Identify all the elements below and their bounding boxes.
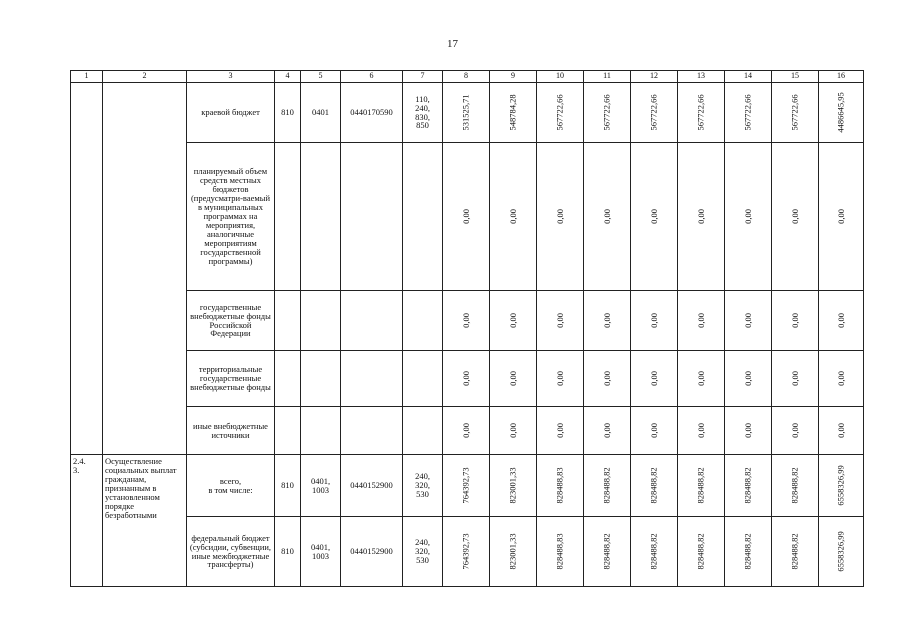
- value-cell-8-text: 0,00: [460, 313, 471, 328]
- vr-cell: 240, 320, 530: [403, 517, 443, 587]
- value-cell-14-text: 828488,82: [742, 533, 753, 570]
- value-cell-10-text: 0,00: [554, 371, 565, 386]
- value-cell-10: [537, 455, 584, 517]
- value-cell-9-text: 548784,28: [507, 94, 518, 131]
- value-cell-14-text: 0,00: [742, 423, 753, 438]
- grbs-cell: 810: [275, 83, 301, 143]
- value-cell-12: [631, 455, 678, 517]
- source-cell: иные внебюджетные источники: [187, 407, 275, 455]
- table-row: [71, 517, 864, 587]
- value-cell-10-text: 0,00: [554, 313, 565, 328]
- table-row: [71, 143, 864, 291]
- table-row: [71, 407, 864, 455]
- value-cell-12: [631, 351, 678, 407]
- vr-cell: [403, 143, 443, 291]
- value-cell-13-text: 567722,66: [695, 94, 706, 131]
- value-cell-10-text: 828488,83: [554, 533, 565, 570]
- value-cell-9: [490, 83, 537, 143]
- row-name-cell: Осуществление социальных выплат гражданам, признанным в установленном порядке безработными: [103, 455, 187, 587]
- value-cell-8-text: 531525,71: [460, 94, 471, 131]
- source-cell: краевой бюджет: [187, 83, 275, 143]
- value-cell-11: [584, 83, 631, 143]
- vr-cell: [403, 407, 443, 455]
- value-cell-15-text: 0,00: [789, 371, 800, 386]
- value-cell-15: [772, 517, 819, 587]
- value-cell-8: [443, 517, 490, 587]
- value-cell-8-text: 0,00: [460, 209, 471, 224]
- value-cell-16-text: 6558326,99: [835, 465, 846, 506]
- value-cell-9-text: 823001,33: [507, 467, 518, 504]
- header-cell-4: 4: [275, 71, 301, 83]
- value-cell-14-text: 0,00: [742, 209, 753, 224]
- value-cell-11: [584, 351, 631, 407]
- rzpr-cell: 0401, 1003: [301, 455, 341, 517]
- value-cell-9-text: 0,00: [507, 423, 518, 438]
- value-cell-9: [490, 291, 537, 351]
- value-cell-16: [819, 517, 864, 587]
- value-cell-16-text: 0,00: [835, 423, 846, 438]
- value-cell-11: [584, 407, 631, 455]
- source-cell: территориальные государственные внебюджетные фонды: [187, 351, 275, 407]
- value-cell-15: [772, 291, 819, 351]
- value-cell-12-text: 0,00: [648, 423, 659, 438]
- header-cell-11: 11: [584, 71, 631, 83]
- header-cell-3: 3: [187, 71, 275, 83]
- value-cell-9-text: 0,00: [507, 209, 518, 224]
- value-cell-13: [678, 351, 725, 407]
- value-cell-16: [819, 143, 864, 291]
- value-cell-8-text: 764392,73: [460, 533, 471, 570]
- value-cell-16: [819, 83, 864, 143]
- table-row: [71, 455, 864, 517]
- value-cell-10: [537, 291, 584, 351]
- value-cell-16-text: 0,00: [835, 313, 846, 328]
- value-cell-11-text: 567722,66: [601, 94, 612, 131]
- value-cell-15: [772, 143, 819, 291]
- vr-cell: [403, 291, 443, 351]
- value-cell-14: [725, 455, 772, 517]
- value-cell-9-text: 0,00: [507, 313, 518, 328]
- value-cell-15: [772, 407, 819, 455]
- value-cell-15: [772, 351, 819, 407]
- value-cell-12-text: 828488,82: [648, 467, 659, 504]
- header-cell-2: 2: [103, 71, 187, 83]
- value-cell-15: [772, 83, 819, 143]
- value-cell-15-text: 0,00: [789, 313, 800, 328]
- value-cell-16: [819, 351, 864, 407]
- value-cell-12: [631, 83, 678, 143]
- value-cell-10-text: 0,00: [554, 423, 565, 438]
- table-row: [71, 291, 864, 351]
- value-cell-13-text: 0,00: [695, 423, 706, 438]
- value-cell-11-text: 828488,82: [601, 467, 612, 504]
- csr-cell: [341, 407, 403, 455]
- header-cell-1: 1: [71, 71, 103, 83]
- value-cell-14-text: 567722,66: [742, 94, 753, 131]
- value-cell-15: [772, 455, 819, 517]
- value-cell-10-text: 0,00: [554, 209, 565, 224]
- header-cell-7: 7: [403, 71, 443, 83]
- grbs-cell: 810: [275, 455, 301, 517]
- grbs-cell: [275, 143, 301, 291]
- value-cell-12: [631, 407, 678, 455]
- value-cell-13: [678, 143, 725, 291]
- value-cell-8: [443, 455, 490, 517]
- source-cell: федеральный бюджет (субсидии, субвенции, иные межбюджетные трансферты): [187, 517, 275, 587]
- vr-cell: [403, 351, 443, 407]
- header-cell-10: 10: [537, 71, 584, 83]
- value-cell-16: [819, 407, 864, 455]
- value-cell-9: [490, 143, 537, 291]
- value-cell-15-text: 567722,66: [789, 94, 800, 131]
- value-cell-12: [631, 143, 678, 291]
- value-cell-11-text: 0,00: [601, 423, 612, 438]
- header-cell-5: 5: [301, 71, 341, 83]
- vr-cell: 240, 320, 530: [403, 455, 443, 517]
- value-cell-15-text: 828488,82: [789, 467, 800, 504]
- value-cell-16-text: 4486645,95: [835, 92, 846, 133]
- value-cell-8: [443, 143, 490, 291]
- csr-cell: [341, 351, 403, 407]
- rzpr-cell: 0401: [301, 83, 341, 143]
- value-cell-13-text: 0,00: [695, 371, 706, 386]
- value-cell-13-text: 828488,82: [695, 467, 706, 504]
- value-cell-14-text: 0,00: [742, 371, 753, 386]
- source-cell: государственные внебюджетные фонды Российской Федерации: [187, 291, 275, 351]
- value-cell-9: [490, 407, 537, 455]
- csr-cell: 0440170590: [341, 83, 403, 143]
- value-cell-14: [725, 291, 772, 351]
- rzpr-cell: [301, 143, 341, 291]
- value-cell-10: [537, 83, 584, 143]
- value-cell-8: [443, 351, 490, 407]
- csr-cell: 0440152900: [341, 455, 403, 517]
- value-cell-13-text: 0,00: [695, 209, 706, 224]
- value-cell-9-text: 823001,33: [507, 533, 518, 570]
- value-cell-14: [725, 83, 772, 143]
- value-cell-12: [631, 517, 678, 587]
- header-cell-13: 13: [678, 71, 725, 83]
- table-row: [71, 83, 864, 143]
- rzpr-cell: 0401, 1003: [301, 517, 341, 587]
- csr-cell: [341, 143, 403, 291]
- value-cell-13: [678, 517, 725, 587]
- grbs-cell: 810: [275, 517, 301, 587]
- budget-table: [70, 70, 864, 587]
- value-cell-12-text: 567722,66: [648, 94, 659, 131]
- grbs-cell: [275, 351, 301, 407]
- value-cell-8: [443, 407, 490, 455]
- value-cell-8: [443, 83, 490, 143]
- value-cell-12-text: 0,00: [648, 371, 659, 386]
- value-cell-11: [584, 143, 631, 291]
- header-cell-15: 15: [772, 71, 819, 83]
- value-cell-13: [678, 83, 725, 143]
- csr-cell: 0440152900: [341, 517, 403, 587]
- value-cell-14: [725, 143, 772, 291]
- value-cell-10-text: 828488,83: [554, 467, 565, 504]
- value-cell-9: [490, 455, 537, 517]
- source-cell: всего, в том числе:: [187, 455, 275, 517]
- value-cell-13-text: 0,00: [695, 313, 706, 328]
- grbs-cell: [275, 291, 301, 351]
- value-cell-10: [537, 407, 584, 455]
- value-cell-11: [584, 291, 631, 351]
- value-cell-14: [725, 407, 772, 455]
- row-number-cell: [71, 83, 103, 455]
- header-row: [71, 71, 864, 83]
- value-cell-14-text: 828488,82: [742, 467, 753, 504]
- value-cell-13: [678, 291, 725, 351]
- value-cell-12-text: 828488,82: [648, 533, 659, 570]
- value-cell-8-text: 0,00: [460, 423, 471, 438]
- header-cell-9: 9: [490, 71, 537, 83]
- source-cell: планируемый объем средств местных бюджетов (предусматри-ваемый в муниципальных программах на мероприятия, аналогичные мероприятиям государственной программы): [187, 143, 275, 291]
- value-cell-15-text: 0,00: [789, 209, 800, 224]
- header-cell-8: 8: [443, 71, 490, 83]
- value-cell-14: [725, 517, 772, 587]
- header-cell-14: 14: [725, 71, 772, 83]
- header-cell-12: 12: [631, 71, 678, 83]
- value-cell-10: [537, 517, 584, 587]
- value-cell-11-text: 0,00: [601, 209, 612, 224]
- value-cell-16-text: 6558326,99: [835, 531, 846, 572]
- value-cell-16-text: 0,00: [835, 209, 846, 224]
- value-cell-10: [537, 351, 584, 407]
- value-cell-13: [678, 407, 725, 455]
- header-cell-16: 16: [819, 71, 864, 83]
- rzpr-cell: [301, 291, 341, 351]
- value-cell-15-text: 0,00: [789, 423, 800, 438]
- value-cell-10: [537, 143, 584, 291]
- value-cell-8: [443, 291, 490, 351]
- vr-cell: 110, 240, 830, 850: [403, 83, 443, 143]
- page-number: 17: [447, 38, 458, 50]
- value-cell-16-text: 0,00: [835, 371, 846, 386]
- value-cell-11-text: 0,00: [601, 371, 612, 386]
- value-cell-11: [584, 517, 631, 587]
- value-cell-11-text: 828488,82: [601, 533, 612, 570]
- value-cell-10-text: 567722,66: [554, 94, 565, 131]
- value-cell-13-text: 828488,82: [695, 533, 706, 570]
- value-cell-9-text: 0,00: [507, 371, 518, 386]
- rzpr-cell: [301, 407, 341, 455]
- value-cell-14-text: 0,00: [742, 313, 753, 328]
- rzpr-cell: [301, 351, 341, 407]
- header-cell-6: 6: [341, 71, 403, 83]
- value-cell-12-text: 0,00: [648, 313, 659, 328]
- value-cell-16: [819, 291, 864, 351]
- table-row: [71, 351, 864, 407]
- value-cell-16: [819, 455, 864, 517]
- value-cell-11: [584, 455, 631, 517]
- row-number-cell: 2.4. 3.: [71, 455, 103, 587]
- value-cell-13: [678, 455, 725, 517]
- value-cell-8-text: 764392,73: [460, 467, 471, 504]
- value-cell-9: [490, 517, 537, 587]
- value-cell-9: [490, 351, 537, 407]
- row-name-cell: [103, 83, 187, 455]
- value-cell-12: [631, 291, 678, 351]
- value-cell-11-text: 0,00: [601, 313, 612, 328]
- value-cell-14: [725, 351, 772, 407]
- value-cell-15-text: 828488,82: [789, 533, 800, 570]
- value-cell-12-text: 0,00: [648, 209, 659, 224]
- grbs-cell: [275, 407, 301, 455]
- value-cell-8-text: 0,00: [460, 371, 471, 386]
- csr-cell: [341, 291, 403, 351]
